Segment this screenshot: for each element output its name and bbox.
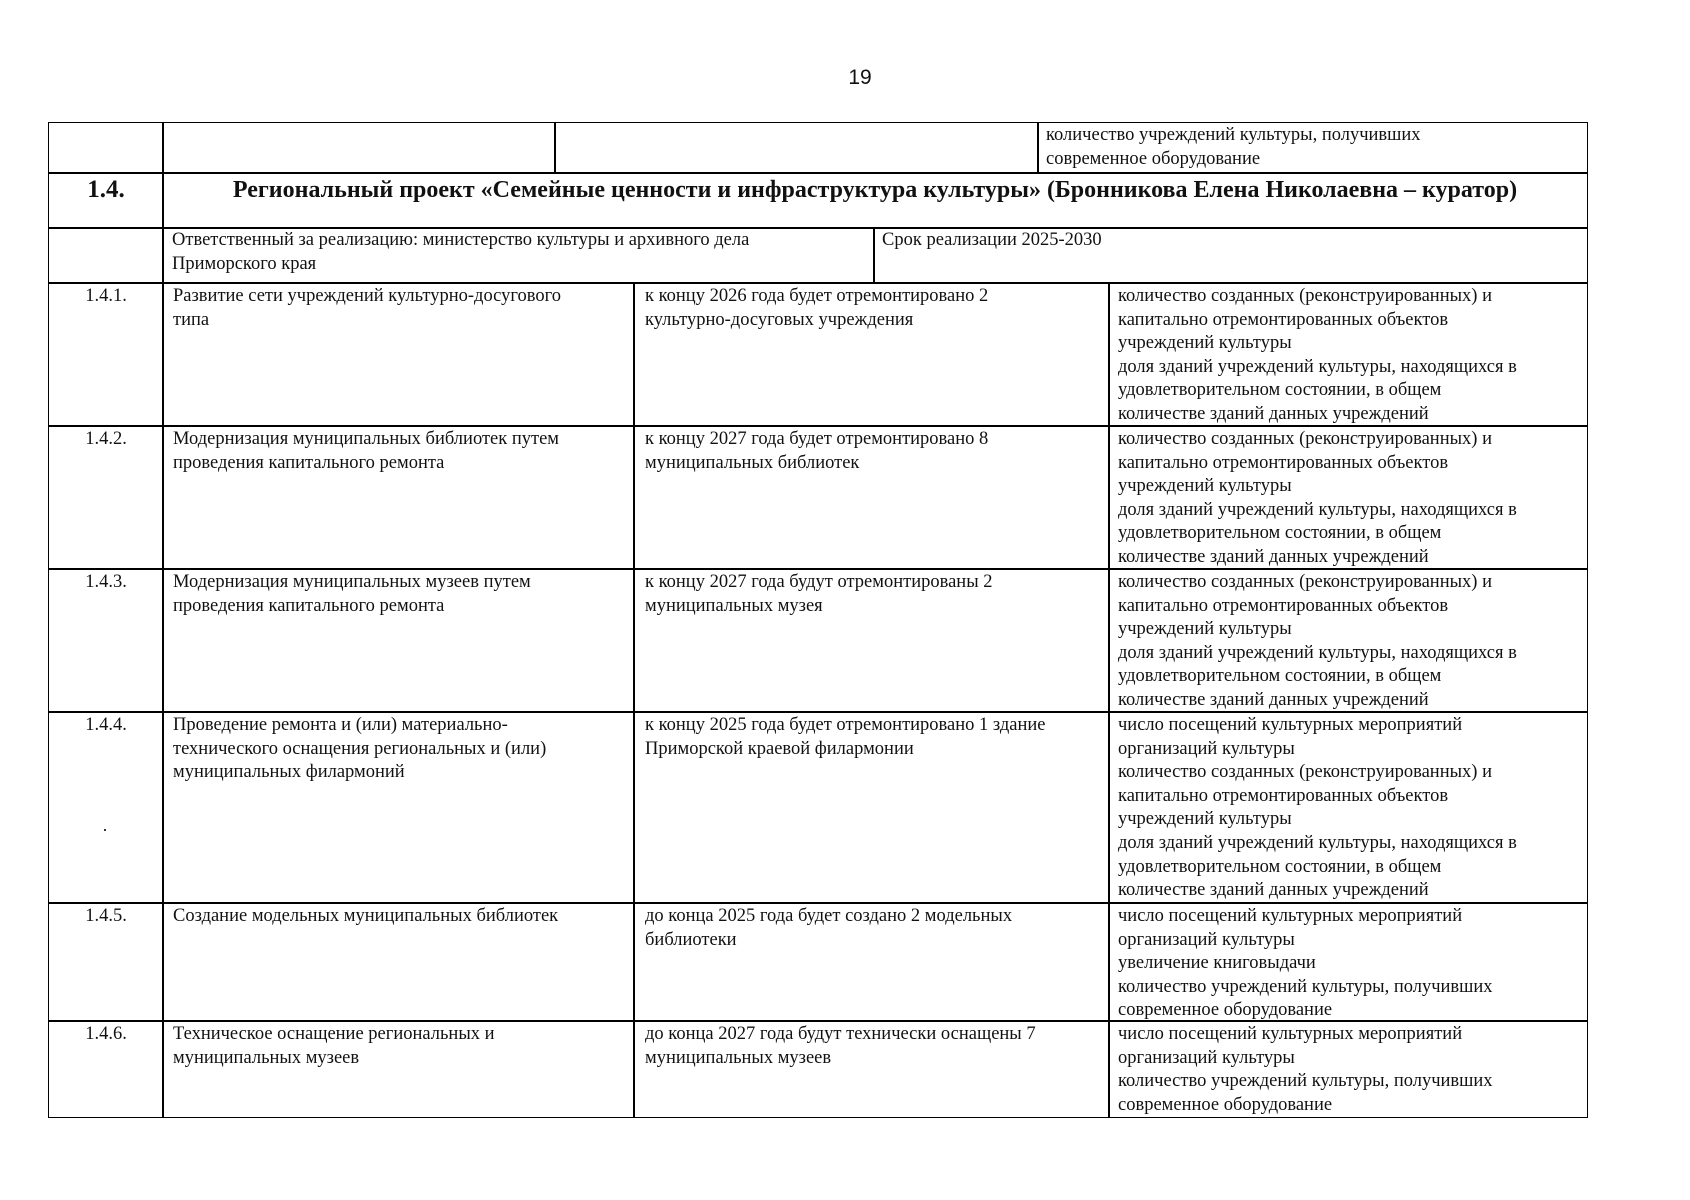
table-row-1-indicators: количество созданных (реконструированных) и капитально отремонтированных объектов учреждений культуры доля зданий учреждений культуры, находящихся в удовлетворительном состоянии, в общем количестве зданий данных учреждений xyxy=(1118,286,1517,424)
table-row-4-task: Проведение ремонта и (или) материально- технического оснащения региональных и (или) муниципальных филармоний xyxy=(173,715,547,783)
top-row-task-cell xyxy=(162,122,556,174)
top-row-result-cell xyxy=(554,122,1039,174)
table-row-5-task: Создание модельных муниципальных библиотек xyxy=(173,906,559,926)
responsible-text: Ответственный за реализацию: министерство культуры и архивного дела Приморского края xyxy=(172,230,750,274)
table-row-4-number: 1.4.4. xyxy=(85,715,127,735)
table-row-2-result: к концу 2027 года будет отремонтировано 8 муниципальных библиотек xyxy=(645,429,989,473)
responsible-number-cell xyxy=(48,227,164,284)
table-row-4-number-cell xyxy=(48,711,164,904)
project-title: Региональный проект «Семейные ценности и инфраструктура культуры» (Бронникова Елена Николаевна – куратор) xyxy=(232,177,1518,203)
table-row-6-number: 1.4.6. xyxy=(85,1024,127,1044)
table-row-3-indicators: количество созданных (реконструированных) и капитально отремонтированных объектов учреждений культуры доля зданий учреждений культуры, находящихся в удовлетворительном состоянии, в общем количестве зданий данных учреждений xyxy=(1118,572,1517,710)
table-row-3-task: Модернизация муниципальных музеев путем проведения капитального ремонта xyxy=(173,572,531,616)
table-row-3-number: 1.4.3. xyxy=(85,572,127,592)
table-row-1-task: Развитие сети учреждений культурно-досугового типа xyxy=(173,286,562,330)
table-row-2-task: Модернизация муниципальных библиотек путем проведения капитального ремонта xyxy=(173,429,560,473)
top-row-indicator-text: количество учреждений культуры, получивших современное оборудование xyxy=(1046,125,1421,169)
table-row-2-indicators: количество созданных (реконструированных) и капитально отремонтированных объектов учреждений культуры доля зданий учреждений культуры, находящихся в удовлетворительном состоянии, в общем количестве зданий данных учреждений xyxy=(1118,429,1517,567)
table-row-3-result: к концу 2027 года будут отремонтированы 2 муниципальных музея xyxy=(645,572,993,616)
period-text: Срок реализации 2025-2030 xyxy=(882,230,1102,250)
page-number: 19 xyxy=(848,66,872,89)
stray-dot-mark xyxy=(104,829,106,831)
table-row-6-indicators: число посещений культурных мероприятий организаций культуры количество учреждений культуры, получивших современное оборудование xyxy=(1118,1024,1493,1115)
table-row-1-number: 1.4.1. xyxy=(85,286,127,306)
top-row-number-cell xyxy=(48,122,164,174)
table-row-4-result: к концу 2025 года будет отремонтировано 1 здание Приморской краевой филармонии xyxy=(645,715,1046,759)
table-row-6-task: Техническое оснащение региональных и муниципальных музеев xyxy=(173,1024,495,1068)
table-row-6-result: до конца 2027 года будут технически оснащены 7 муниципальных музеев xyxy=(645,1024,1036,1068)
table-row-1-result: к концу 2026 года будет отремонтировано 2 культурно-досуговых учреждения xyxy=(645,286,989,330)
table-row-5-result: до конца 2025 года будет создано 2 модельных библиотеки xyxy=(645,906,1013,950)
project-number: 1.4. xyxy=(87,176,125,203)
table-row-5-number: 1.4.5. xyxy=(85,906,127,926)
table-row-4-indicators: число посещений культурных мероприятий организаций культуры количество созданных (реконструированных) и капитально отремонтированных объектов учреждений культуры доля зданий учреждений культуры, находящихся в удовлетворительном состоянии, в общем количестве зданий данных учреждений xyxy=(1118,715,1517,901)
table-row-5-indicators: число посещений культурных мероприятий организаций культуры увеличение книговыдачи количество учреждений культуры, получивших современное оборудование xyxy=(1118,906,1493,1021)
table-row-2-number: 1.4.2. xyxy=(85,429,127,449)
